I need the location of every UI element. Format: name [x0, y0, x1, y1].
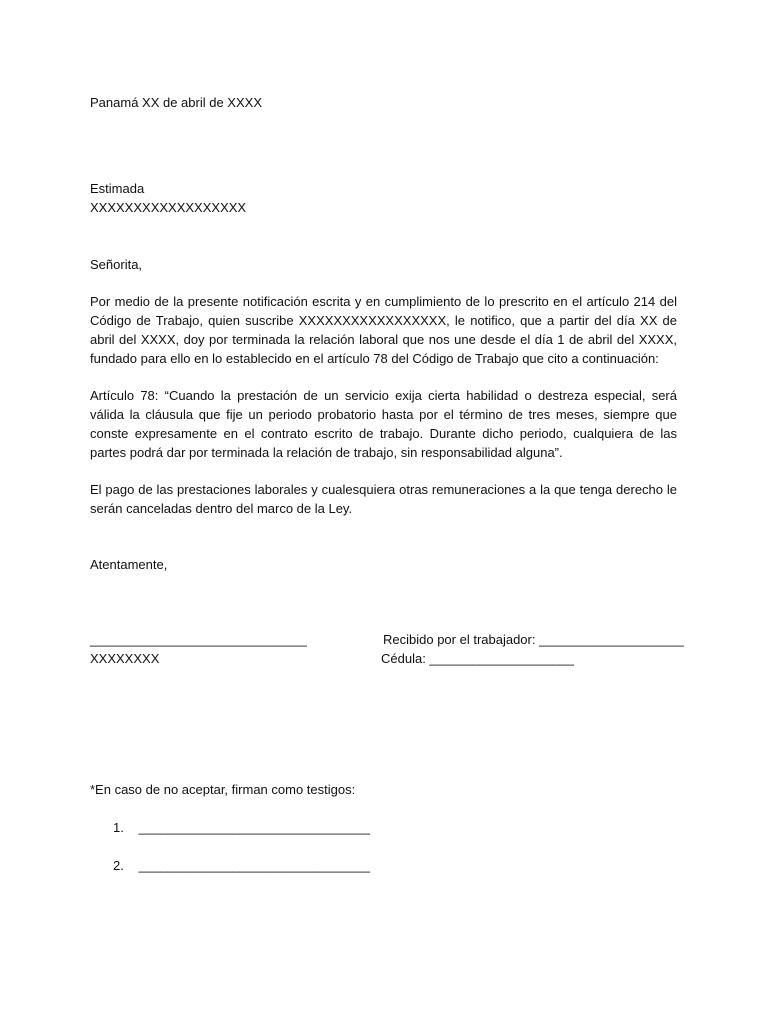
cedula-field: Cédula: ____________________ [381, 651, 575, 666]
witness-signature-line: ________________________________ [138, 820, 370, 835]
article-78-quote: Artículo 78: “Cuando la prestación de un servicio exija cierta habilidad o destreza especial, será válida la cláusula que fije un periodo probatorio hasta por el término de tres meses, siempre que conste expresamente en el contrato escrito de trabajo. Durante dicho periodo, cualquiera de las partes podrá dar por terminada la relación de trabajo, sin responsabilidad alguna”. [90, 388, 677, 460]
salutation-title: Estimada [90, 181, 145, 196]
witness-item-2 [113, 856, 370, 875]
payment-paragraph: El pago de las prestaciones laborales y cualesquiera otras remuneraciones a la que tenga derecho le serán canceladas dentro del marco de la Ley. [90, 482, 677, 516]
received-by-worker-field: Recibido por el trabajador: ____________________ [383, 632, 684, 647]
greeting: Señorita, [90, 257, 143, 272]
witness-note: *En caso de no aceptar, firman como testigos: [90, 782, 356, 797]
date-line: Panamá XX de abril de XXXX [90, 95, 262, 110]
witness-item-1 [113, 818, 370, 837]
notification-paragraph: Por medio de la presente notificación escrita y en cumplimiento de lo prescrito en el artículo 214 del Código de Trabajo, quien suscribe XXXXXXXXXXXXXXXXX, le notifico, que a partir del día XX de abril del XXXX, doy por terminada la relación laboral que nos une desde el día 1 de abril del XXXX, fundado para ello en lo establecido en el artículo 78 del Código de Trabajo que cito a continuación: [90, 294, 677, 366]
witness-number: 2. [113, 858, 124, 873]
witness-signature-line: ________________________________ [138, 858, 370, 873]
closing: Atentamente, [90, 557, 168, 572]
employer-name: XXXXXXXX [90, 651, 160, 666]
witness-number: 1. [113, 820, 124, 835]
recipient-name: XXXXXXXXXXXXXXXXXX [90, 200, 247, 215]
employer-signature-line: ______________________________ [90, 632, 307, 647]
